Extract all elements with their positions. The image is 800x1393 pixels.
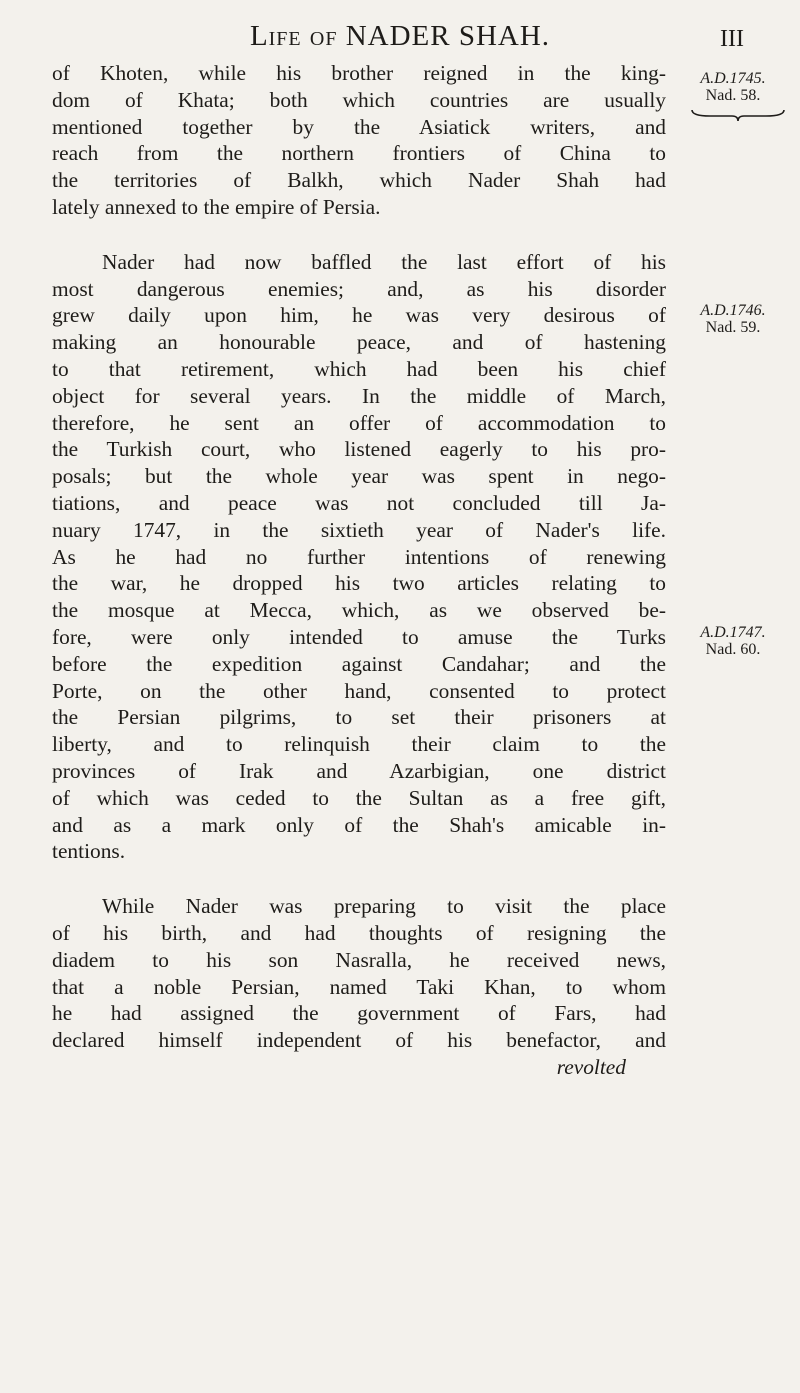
- body-text: [52, 60, 666, 1081]
- text-line: Porte, on the other hand, consented to protect: [52, 678, 666, 703]
- text-line: As he had no further intentions of renewing: [52, 544, 666, 569]
- text-line: reach from the northern frontiers of China to: [52, 141, 666, 166]
- running-title: Life of NADER SHAH.: [249, 20, 551, 52]
- text-line: of which was ceded to the Sultan as a free gift,: [52, 785, 666, 810]
- text-line: grew daily upon him, he was very desirous of: [52, 303, 666, 328]
- text-line: of Khoten, while his brother reigned in the king-: [52, 61, 666, 85]
- text-line: diadem to his son Nasralla, he received news,: [52, 947, 666, 972]
- text-line: to that retirement, which had been his chief: [52, 356, 666, 381]
- text-line: making an honourable peace, and of hastening: [52, 330, 666, 355]
- text-line: Nader had now baffled the last effort of his: [102, 249, 666, 274]
- text-line: tentions.: [52, 839, 126, 864]
- text-line: he had assigned the government of Fars, had: [52, 1001, 666, 1026]
- margin-note-year: A.D.1745.: [700, 70, 766, 87]
- margin-note-year: A.D.1747.: [700, 624, 766, 641]
- text-line: lately annexed to the empire of Persia.: [52, 194, 381, 219]
- text-line: dom of Khata; both which countries are usually: [52, 87, 666, 112]
- margin-note: [672, 70, 794, 104]
- text-line: therefore, he sent an offer of accommodation to: [52, 410, 666, 435]
- margin-note-nad: Nad. 60.: [705, 641, 761, 658]
- text-line: the Turkish court, who listened eagerly to his pro-: [52, 437, 666, 462]
- text-line: of his birth, and had thoughts of resigning the: [52, 920, 666, 945]
- text-line: mentioned together by the Asiatick writers, and: [52, 114, 666, 139]
- margin-note-year: A.D.1746.: [700, 302, 766, 319]
- text-line: tiations, and peace was not concluded till Ja-: [52, 490, 666, 515]
- text-line: before the expedition against Candahar; and the: [52, 651, 666, 676]
- text-line: the territories of Balkh, which Nader Shah had: [52, 168, 666, 193]
- text-line: While Nader was preparing to visit the place: [102, 894, 666, 919]
- text-line: the war, he dropped his two articles relating to: [52, 571, 666, 596]
- margin-note-nad: Nad. 59.: [705, 319, 761, 336]
- text-line: and as a mark only of the Shah's amicable in-: [52, 812, 666, 837]
- text-line: the mosque at Mecca, which, as we observed be-: [52, 598, 666, 623]
- text-line: fore, were only intended to amuse the Turks: [52, 624, 666, 649]
- page-number: III: [720, 26, 744, 52]
- text-line: the Persian pilgrims, to set their prisoners at: [52, 705, 666, 730]
- margin-note: [672, 302, 794, 336]
- text-line: object for several years. In the middle of March,: [52, 383, 666, 408]
- margin-note: [672, 624, 794, 658]
- margin-note-nad: Nad. 58.: [705, 87, 761, 104]
- text-line: that a noble Persian, named Taki Khan, to whom: [52, 974, 666, 999]
- catchword: revolted: [556, 1054, 626, 1079]
- text-line: liberty, and to relinquish their claim to the: [52, 732, 666, 757]
- text-line: declared himself independent of his benefactor, and: [52, 1028, 666, 1053]
- text-line: posals; but the whole year was spent in nego-: [52, 464, 666, 489]
- text-line: provinces of Irak and Azarbigian, one district: [52, 758, 666, 783]
- text-line: nuary 1747, in the sixtieth year of Nader's life.: [52, 517, 666, 542]
- running-head: [0, 20, 800, 60]
- brace-icon: [690, 108, 786, 122]
- text-line: most dangerous enemies; and, as his disorder: [52, 276, 666, 301]
